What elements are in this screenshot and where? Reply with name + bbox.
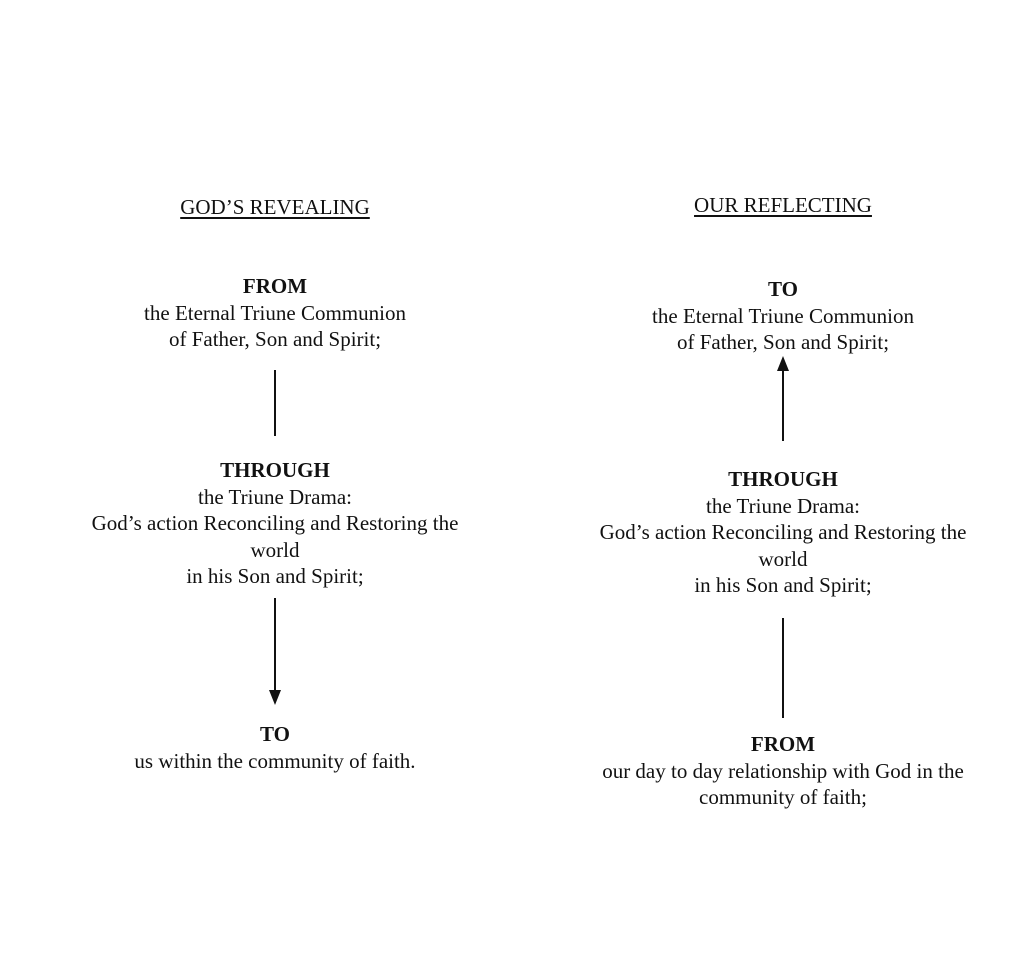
through-block bbox=[548, 466, 1014, 599]
to-block bbox=[40, 721, 510, 774]
block-line: God’s action Reconciling and Restoring the bbox=[91, 511, 459, 535]
column-heading: OUR REFLECTING bbox=[694, 193, 872, 217]
block-keyword: THROUGH bbox=[220, 458, 330, 482]
our-reflecting-column bbox=[548, 0, 1014, 972]
block-line: community of faith; bbox=[699, 785, 867, 809]
block-line: of Father, Son and Spirit; bbox=[168, 327, 382, 351]
column-heading: GOD’S REVEALING bbox=[180, 195, 370, 219]
block-line: the Eternal Triune Communion bbox=[652, 303, 914, 328]
connector-line bbox=[268, 370, 282, 438]
block-line: world bbox=[250, 537, 300, 562]
block-line: our day to day relationship with God in the bbox=[602, 758, 964, 783]
connector-line bbox=[776, 618, 790, 720]
arrow-down-icon bbox=[268, 598, 282, 708]
block-line: us within the community of faith. bbox=[134, 748, 416, 773]
gods-revealing-column bbox=[40, 0, 510, 972]
from-block bbox=[40, 273, 510, 353]
arrow-up-icon bbox=[776, 355, 790, 443]
block-keyword: FROM bbox=[750, 732, 816, 756]
block-keyword: THROUGH bbox=[728, 467, 838, 491]
block-line: God’s action Reconciling and Restoring the bbox=[599, 520, 967, 544]
block-keyword: TO bbox=[260, 722, 290, 746]
block-keyword: TO bbox=[768, 277, 798, 301]
block-keyword: FROM bbox=[242, 274, 308, 298]
block-line: in his Son and Spirit; bbox=[186, 564, 364, 588]
block-line: the Triune Drama: bbox=[706, 493, 860, 518]
block-line: the Eternal Triune Communion bbox=[144, 300, 406, 325]
through-block bbox=[40, 457, 510, 590]
block-line: the Triune Drama: bbox=[198, 484, 352, 509]
block-line: world bbox=[758, 546, 808, 571]
from-block bbox=[548, 731, 1014, 811]
block-line: of Father, Son and Spirit; bbox=[676, 330, 890, 354]
block-line: in his Son and Spirit; bbox=[694, 573, 872, 597]
to-block bbox=[548, 276, 1014, 356]
